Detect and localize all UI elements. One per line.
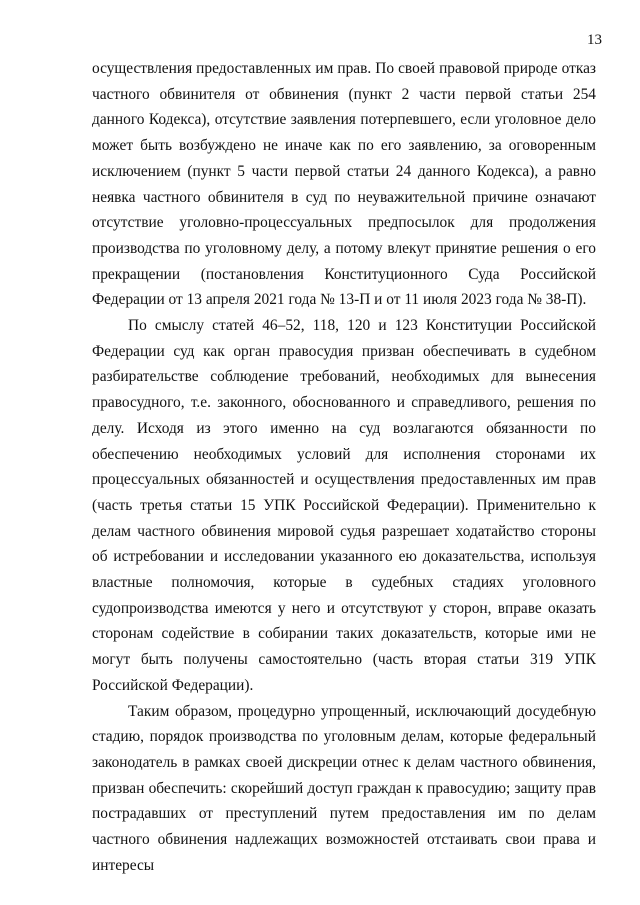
page-number: 13 [587,32,602,48]
paragraph-1: осуществления предоставленных им прав. По своей правовой природе отказ частного обвинителя от обвинения (пункт 2 части первой статьи 254 данного Кодекса), отсутствие заявления потерпевшего, если уголовное дело может быть возбуждено не иначе как по его заявлению, за оговоренным исключением (пункт 5 части первой статьи 24 данного Кодекса), а равно неявка частного обвинителя в суд по неуважительной причине означают отсутствие уголовно-процессуальных предпосылок для продолжения производства по уголовному делу, а потому влекут принятие решения о его прекращении (постановления Конституционного Суда Российской Федерации от 13 апреля 2021 года № 13-П и от 11 июля 2023 года № 38-П). [92,60,596,309]
paragraph-3: Таким образом, процедурно упрощенный, исключающий досудебную стадию, порядок производства по уголовным делам, которые федеральный законодатель в рамках своей дискреции отнес к делам частного обвинения, призван обеспечить: скорейший доступ граждан к правосудию; защиту прав пострадавших от преступлений путем предоставления им по делам частного обвинения надлежащих возможностей отстаивать свои права и интересы [92,702,596,874]
paragraph-2: По смыслу статей 46–52, 118, 120 и 123 Конституции Российской Федерации суд как орган правосудия призван обеспечивать в судебном разбирательстве соблюдение требований, необходимых для вынесения правосудного, т.е. законного, обоснованного и справедливого, решения по делу. Исходя из этого именно на суд возлагаются обязанности по обеспечению необходимых условий для исполнения сторонами их процессуальных обязанностей и осуществления предоставленных им прав (часть третья статьи 15 УПК Российской Федерации). Применительно к делам частного обвинения мировой судья разрешает ходатайство стороны об истребовании и исследовании указанного ею доказательства, используя властные полномочия, которые в судебных стадиях уголовного судопроизводства имеются у него и отсутствуют у сторон, вправе оказать сторонам содействие в собирании таких доказательств, которые ими не могут быть получены самостоятельно (часть вторая статьи 319 УПК Российской Федерации). [92,317,596,694]
document-body [92,56,596,879]
